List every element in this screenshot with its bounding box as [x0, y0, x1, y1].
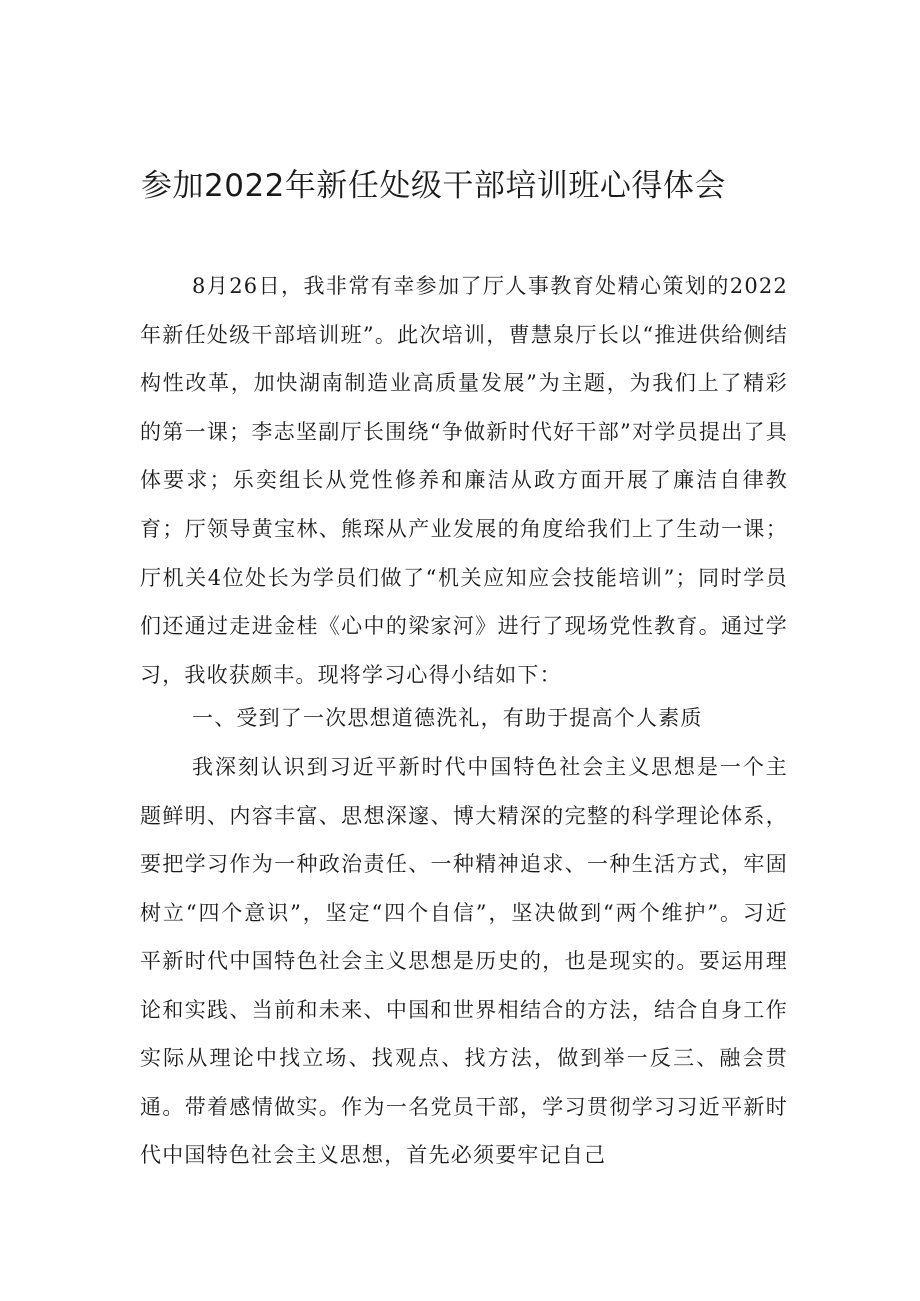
paragraph-intro: 8月26日，我非常有幸参加了厅人事教育处精心策划的2022年新任处级干部培训班”。此次培训，曹慧泉厅长以“推进供给侧结构性改革，加快湖南制造业高质量发展”为主题，为我们上了精彩的第一课；李志坚副厅长围绕“争做新时代好干部”对学员提出了具体要求；乐奕组长从党性修养和廉洁从政方面开展了廉洁自律教育；厅领导黄宝林、熊琛从产业发展的角度给我们上了生动一课；厅机关4位处长为学员们做了“机关应知应会技能培训”；同时学员们还通过走进金桂《心中的梁家河》进行了现场党性教育。通过学习，我收获颇丰。现将学习心得小结如下： — [140, 274, 788, 687]
paragraph-section-1: 我深刻认识到习近平新时代中国特色社会主义思想是一个主题鲜明、内容丰富、思想深邃、博大精深的完整的科学理论体系，要把学习作为一种政治责任、一种精神追求、一种生活方式，牢固树立“四个意识”，坚定“四个自信”，坚决做到“两个维护”。习近平新时代中国特色社会主义思想是历史的，也是现实的。要运用理论和实践、当前和未来、中国和世界相结合的方法，结合自身工作实际从理论中找立场、找观点、找方法，做到举一反三、融会贯通。带着感情做实。作为一名党员干部，学习贯彻学习习近平新时代中国特色社会主义思想，首先必须要牢记自己 — [140, 755, 788, 1167]
document-title: 参加2022年新任处级干部培训班心得体会 — [141, 168, 726, 204]
section-heading-1: 一、受到了一次思想道德洗礼，有助于提高个人素质 — [192, 706, 703, 730]
